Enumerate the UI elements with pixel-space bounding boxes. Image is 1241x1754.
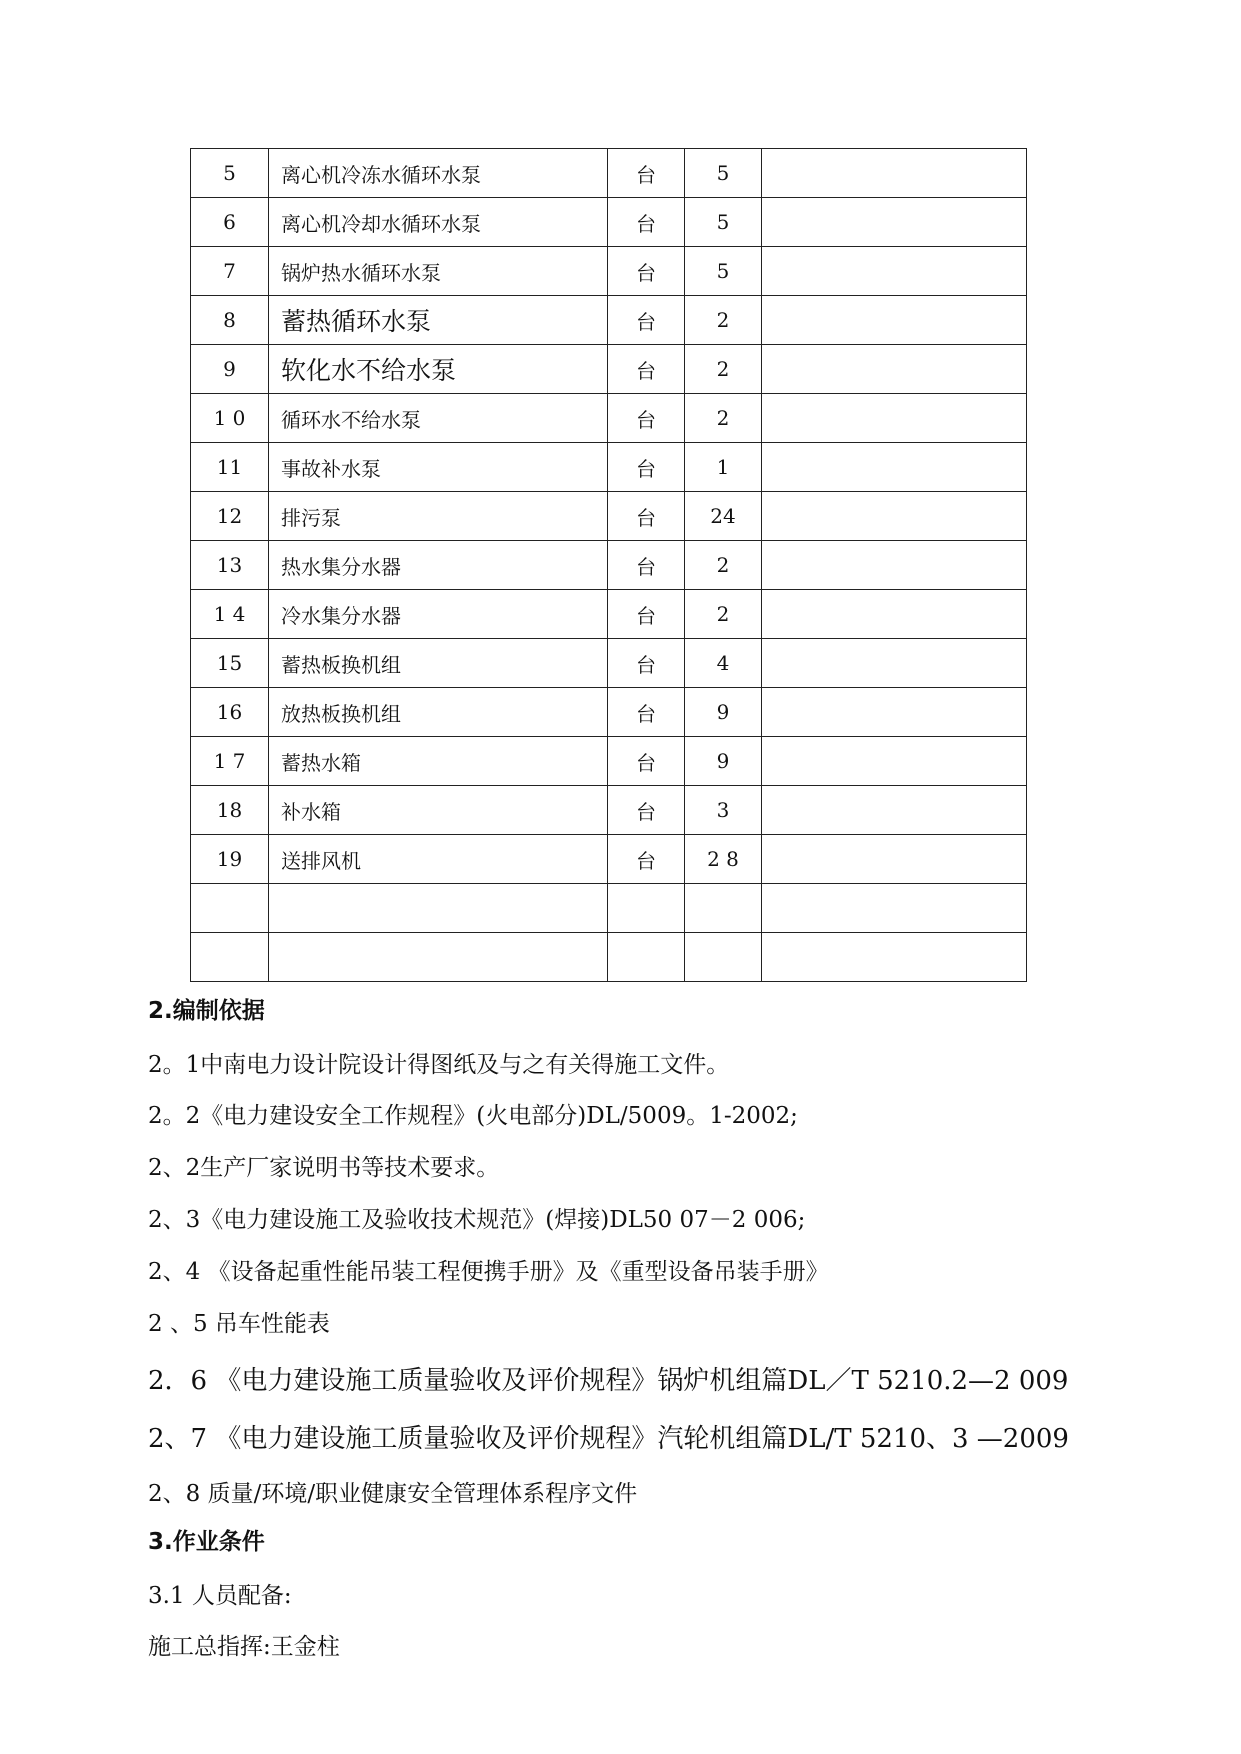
table-row [191,639,1027,688]
cell-note [762,590,1027,639]
cell-note [762,394,1027,443]
cell-qty: 3 [685,786,762,835]
cell-unit: 台 [608,149,685,198]
table-row [191,541,1027,590]
table-row [191,247,1027,296]
table-row [191,149,1027,198]
cell-note [762,198,1027,247]
cell-unit: 台 [608,198,685,247]
table-row [191,884,1027,933]
cell-qty: 2 [685,394,762,443]
cell-note [762,492,1027,541]
cell-note [762,345,1027,394]
cell-qty [685,884,762,933]
condition-item: 施工总指挥:王金柱 [148,1634,340,1660]
cell-no: 9 [191,345,269,394]
cell-unit: 台 [608,786,685,835]
cell-no: 5 [191,149,269,198]
cell-note [762,541,1027,590]
cell-note [762,688,1027,737]
cell-no: 12 [191,492,269,541]
cell-note [762,884,1027,933]
cell-unit: 台 [608,590,685,639]
cell-unit: 台 [608,737,685,786]
cell-name: 循环水不给水泵 [269,394,608,443]
cell-qty: 5 [685,247,762,296]
cell-qty: 9 [685,737,762,786]
table-row [191,737,1027,786]
cell-note [762,149,1027,198]
cell-note [762,247,1027,296]
table-row [191,933,1027,982]
cell-name: 离心机冷却水循环水泵 [269,198,608,247]
table-row [191,590,1027,639]
cell-unit: 台 [608,443,685,492]
cell-no: 18 [191,786,269,835]
cell-no: 13 [191,541,269,590]
cell-no: 19 [191,835,269,884]
cell-note [762,737,1027,786]
cell-unit: 台 [608,247,685,296]
cell-name: 离心机冷冻水循环水泵 [269,149,608,198]
cell-no: 11 [191,443,269,492]
cell-qty: 2 [685,296,762,345]
cell-qty: 2 [685,541,762,590]
cell-name: 放热板换机组 [269,688,608,737]
table-row [191,688,1027,737]
cell-unit [608,884,685,933]
cell-qty: 4 [685,639,762,688]
cell-qty: 9 [685,688,762,737]
cell-qty: 24 [685,492,762,541]
cell-note [762,786,1027,835]
cell-no: 8 [191,296,269,345]
cell-no: 1 7 [191,737,269,786]
cell-name: 送排风机 [269,835,608,884]
cell-name: 事故补水泵 [269,443,608,492]
table-row [191,345,1027,394]
cell-note [762,835,1027,884]
basis-item: 2。1中南电力设计院设计得图纸及与之有关得施工文件。 [148,1052,730,1078]
cell-qty: 1 [685,443,762,492]
cell-name [269,884,608,933]
section-3-heading: 3.作业条件 [148,1529,265,1555]
cell-no [191,933,269,982]
cell-name: 补水箱 [269,786,608,835]
cell-name: 冷水集分水器 [269,590,608,639]
cell-name: 蓄热水箱 [269,737,608,786]
equipment-table [190,148,1027,982]
cell-qty: 2 [685,590,762,639]
table-row [191,786,1027,835]
cell-unit: 台 [608,492,685,541]
cell-note [762,933,1027,982]
cell-unit: 台 [608,639,685,688]
basis-item: 2、3《电力建设施工及验收技术规范》(焊接)DL50 07－2 006; [148,1207,806,1233]
equipment-table-body [191,149,1027,982]
cell-name: 软化水不给水泵 [269,345,608,394]
basis-item: 2、4 《设备起重性能吊装工程便携手册》及《重型设备吊装手册》 [148,1259,829,1285]
cell-name: 热水集分水器 [269,541,608,590]
cell-no: 16 [191,688,269,737]
section-2-heading: 2.编制依据 [148,998,265,1024]
cell-unit: 台 [608,541,685,590]
cell-qty: 2 [685,345,762,394]
cell-name: 蓄热板换机组 [269,639,608,688]
cell-note [762,296,1027,345]
table-row [191,198,1027,247]
cell-name [269,933,608,982]
cell-name: 锅炉热水循环水泵 [269,247,608,296]
cell-unit: 台 [608,345,685,394]
cell-unit: 台 [608,688,685,737]
table-row [191,394,1027,443]
cell-no: 7 [191,247,269,296]
cell-no: 1 4 [191,590,269,639]
basis-item: 2、2生产厂家说明书等技术要求。 [148,1155,500,1181]
cell-qty: 5 [685,198,762,247]
cell-name: 排污泵 [269,492,608,541]
basis-item: 2、7 《电力建设施工质量验收及评价规程》汽轮机组篇DL/T 5210、3 —2009 [148,1424,1069,1454]
condition-item: 3.1 人员配备: [148,1583,292,1609]
basis-item: 2 、5 吊车性能表 [148,1311,330,1337]
basis-item: 2。2《电力建设安全工作规程》(火电部分)DL/5009。1-2002; [148,1103,798,1129]
cell-no: 15 [191,639,269,688]
table-row [191,835,1027,884]
table-row [191,443,1027,492]
cell-note [762,639,1027,688]
cell-qty: 2 8 [685,835,762,884]
cell-no: 6 [191,198,269,247]
cell-no [191,884,269,933]
cell-note [762,443,1027,492]
basis-item: 2．6 《电力建设施工质量验收及评价规程》锅炉机组篇DL／T 5210.2—2 009 [148,1366,1069,1396]
table-row [191,492,1027,541]
cell-unit: 台 [608,296,685,345]
cell-qty: 5 [685,149,762,198]
cell-no: 1 0 [191,394,269,443]
cell-unit [608,933,685,982]
cell-name: 蓄热循环水泵 [269,296,608,345]
basis-item: 2、8 质量/环境/职业健康安全管理体系程序文件 [148,1481,638,1507]
cell-qty [685,933,762,982]
cell-unit: 台 [608,835,685,884]
table-row [191,296,1027,345]
cell-unit: 台 [608,394,685,443]
